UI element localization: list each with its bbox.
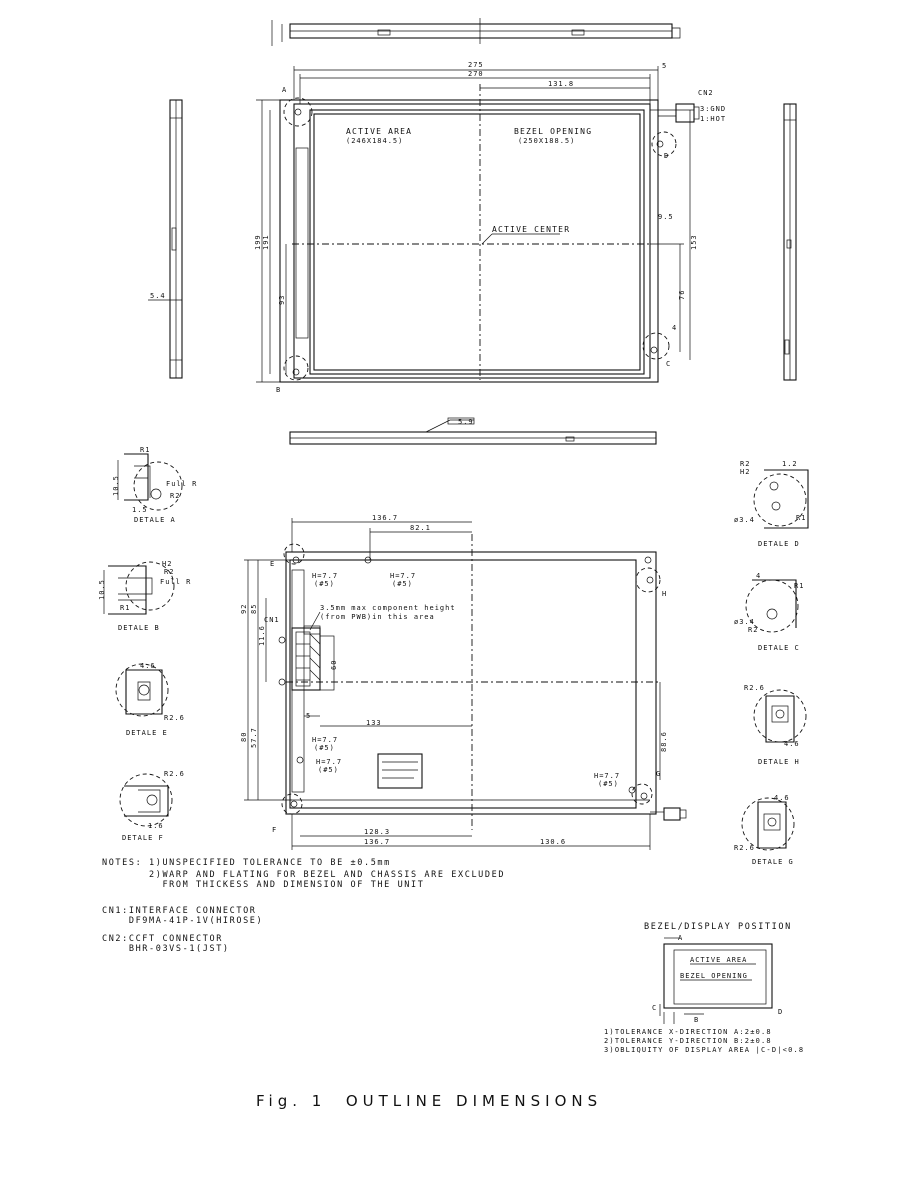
- figure-caption: Fig. 1 OUTLINE DIMENSIONS: [256, 1092, 603, 1110]
- label-hole-3: H=7.7: [312, 736, 339, 744]
- label-cn2-pin3: 3:GND: [700, 105, 727, 113]
- detail-d-h2: H2: [740, 468, 751, 476]
- detail-f-dim: 1.6: [148, 822, 164, 830]
- label-hole-1: H=7.7: [312, 572, 339, 580]
- dim-136-7: 136.7: [372, 514, 399, 522]
- detail-e-dim: 4.6: [140, 662, 156, 670]
- dim-4: 4: [672, 324, 678, 332]
- detail-h-dim: 4.6: [784, 740, 800, 748]
- dim-76: 76: [678, 289, 686, 300]
- detail-e: [116, 662, 185, 737]
- dim-57-7: 57.7: [250, 727, 258, 748]
- mark-h: H: [662, 590, 668, 598]
- detail-b-full-r: Full R: [160, 578, 192, 586]
- label-hole-1b: (#5): [314, 580, 335, 588]
- label-cn1: CN1: [264, 616, 280, 624]
- detail-c-phi: ø3.4: [734, 618, 755, 626]
- detail-b-r1: R1: [120, 604, 131, 612]
- bezel-mark-a: A: [678, 934, 684, 942]
- mark-d: D: [664, 152, 670, 160]
- bezel-mark-c: C: [652, 1004, 658, 1012]
- detail-c-label: DETALE C: [758, 644, 800, 652]
- right-side-view: [784, 104, 796, 380]
- note-cn1-1: CN1:INTERFACE CONNECTOR: [102, 906, 257, 916]
- detail-c-dim-top: 4: [756, 572, 762, 580]
- detail-f-r2-6: R2.6: [164, 770, 185, 778]
- detail-f-label: DETALE F: [122, 834, 164, 842]
- dim-92: 92: [240, 603, 248, 614]
- detail-c-r1: R1: [794, 582, 805, 590]
- label-cn2: CN2: [698, 89, 714, 97]
- label-hole-2: H=7.7: [390, 572, 417, 580]
- detail-h: [744, 684, 806, 766]
- dim-88-6: 88.6: [660, 731, 668, 752]
- label-active-center: ACTIVE CENTER: [492, 225, 571, 234]
- dim-133: 133: [366, 719, 382, 727]
- detail-a-full-r: Full R: [166, 480, 198, 488]
- mark-c: C: [666, 360, 672, 368]
- mark-b: B: [276, 386, 282, 394]
- detail-d-label: DETALE D: [758, 540, 800, 548]
- detail-d-r2: R2: [740, 460, 751, 468]
- label-bezel-opening-dim: (250X188.5): [518, 137, 576, 145]
- dim-side-5-9: 5.9: [458, 418, 474, 426]
- label-hole-3b: (#5): [314, 744, 335, 752]
- detail-a-label: DETALE A: [134, 516, 176, 524]
- mark-f: F: [272, 826, 278, 834]
- bezel-position-title: BEZEL/DISPLAY POSITION: [644, 922, 792, 932]
- dim-275: 275: [468, 61, 484, 69]
- detail-h-r2-6: R2.6: [744, 684, 765, 692]
- label-bezel-opening: BEZEL OPENING: [514, 127, 593, 136]
- bezel-position-diagram: [652, 934, 783, 1024]
- detail-d-r1: R1: [796, 514, 807, 522]
- label-active-area: ACTIVE AREA: [346, 127, 413, 136]
- detail-e-label: DETALE E: [126, 729, 168, 737]
- mark-e: E: [270, 560, 276, 568]
- label-component-note-2: (from PWB)in this area: [320, 613, 435, 621]
- dim-153: 153: [690, 234, 698, 250]
- dim-131-8: 131.8: [548, 80, 575, 88]
- dim-136-7b: 136.7: [364, 838, 391, 846]
- mark-g: G: [656, 770, 662, 778]
- dim-270: 270: [468, 70, 484, 78]
- label-hole-4: H=7.7: [316, 758, 343, 766]
- detail-d-dim-top: 1.2: [782, 460, 798, 468]
- detail-a-r2: R2: [170, 492, 181, 500]
- note-cn1-2: DF9MA-41P-1V(HIROSE): [102, 916, 264, 926]
- label-cn2-pin1: 1:HOT: [700, 115, 727, 123]
- dim-5-small: 5: [306, 712, 312, 720]
- note-line-3: FROM THICKESS AND DIMENSION OF THE UNIT: [102, 880, 425, 890]
- dim-130-6: 130.6: [540, 838, 567, 846]
- detail-b-label: DETALE B: [118, 624, 160, 632]
- detail-b-r2: R2: [164, 568, 175, 576]
- mark-a: A: [282, 86, 288, 94]
- label-hole-5b: (#5): [598, 780, 619, 788]
- detail-g-dim: 4.6: [774, 794, 790, 802]
- detail-d: [734, 460, 808, 548]
- dim-199: 199: [254, 234, 262, 250]
- detail-c-r2: R2: [748, 626, 759, 634]
- dim-191: 191: [262, 234, 270, 250]
- detail-g-r2-6: R2.6: [734, 844, 755, 852]
- bezel-mark-b: B: [694, 1016, 700, 1024]
- detail-b: [98, 560, 191, 632]
- bezel-tolerance-2: 2)TOLERANCE Y-DIRECTION B:2±0.8: [604, 1037, 772, 1045]
- dim-82-1: 82.1: [410, 524, 431, 532]
- label-hole-4b: (#5): [318, 766, 339, 774]
- dim-80: 80: [240, 731, 248, 742]
- note-cn2-2: BHR-03VS-1(JST): [102, 944, 230, 954]
- detail-b-h2: H2: [162, 560, 173, 568]
- label-hole-2b: (#5): [392, 580, 413, 588]
- dim-128-3: 128.3: [364, 828, 391, 836]
- detail-d-phi: ø3.4: [734, 516, 755, 524]
- top-side-view: [272, 18, 680, 46]
- detail-a-dim: 10.5: [112, 475, 120, 496]
- label-active-area-dim: (246X184.5): [346, 137, 404, 145]
- detail-c: [734, 572, 804, 652]
- detail-e-r2-6: R2.6: [164, 714, 185, 722]
- bottom-side-view: [290, 418, 656, 444]
- detail-a-dim-bottom: 1.5: [132, 506, 148, 514]
- dim-9-5: 9.5: [658, 213, 674, 221]
- left-side-view: [148, 100, 182, 378]
- rear-view: [240, 514, 686, 850]
- detail-h-label: DETALE H: [758, 758, 800, 766]
- bezel-tolerance-1: 1)TOLERANCE X-DIRECTION A:2±0.8: [604, 1028, 772, 1036]
- bezel-label-bezel-opening: BEZEL OPENING: [680, 972, 748, 980]
- detail-a-r1: R1: [140, 446, 151, 454]
- detail-b-dim: 10.5: [98, 579, 106, 600]
- dim-93: 93: [278, 294, 286, 305]
- detail-g-label: DETALE G: [752, 858, 794, 866]
- dim-11-6: 11.6: [258, 625, 266, 646]
- label-component-note-1: 3.5mm max component height: [320, 604, 456, 612]
- dim-60: 60: [330, 659, 338, 670]
- bezel-label-active-area: ACTIVE AREA: [690, 956, 748, 964]
- note-cn2-1: CN2:CCFT CONNECTOR: [102, 934, 223, 944]
- detail-f: [120, 770, 185, 842]
- dim-5: 5: [662, 62, 668, 70]
- detail-a: [112, 446, 197, 524]
- detail-g: [734, 794, 794, 866]
- bezel-mark-d: D: [778, 1008, 784, 1016]
- note-line-2: 2)WARP AND FLATING FOR BEZEL AND CHASSIS ARE EXCLUDED: [102, 870, 506, 880]
- dim-85: 85: [250, 603, 258, 614]
- label-hole-5: H=7.7: [594, 772, 621, 780]
- bezel-tolerance-3: 3)OBLIQUITY OF DISPLAY AREA |C-D|<0.8: [604, 1046, 805, 1054]
- note-line-1: NOTES: 1)UNSPECIFIED TOLERANCE TO BE ±0.5mm: [102, 858, 391, 868]
- dim-5-4: 5.4: [150, 292, 166, 300]
- front-view: [254, 61, 726, 394]
